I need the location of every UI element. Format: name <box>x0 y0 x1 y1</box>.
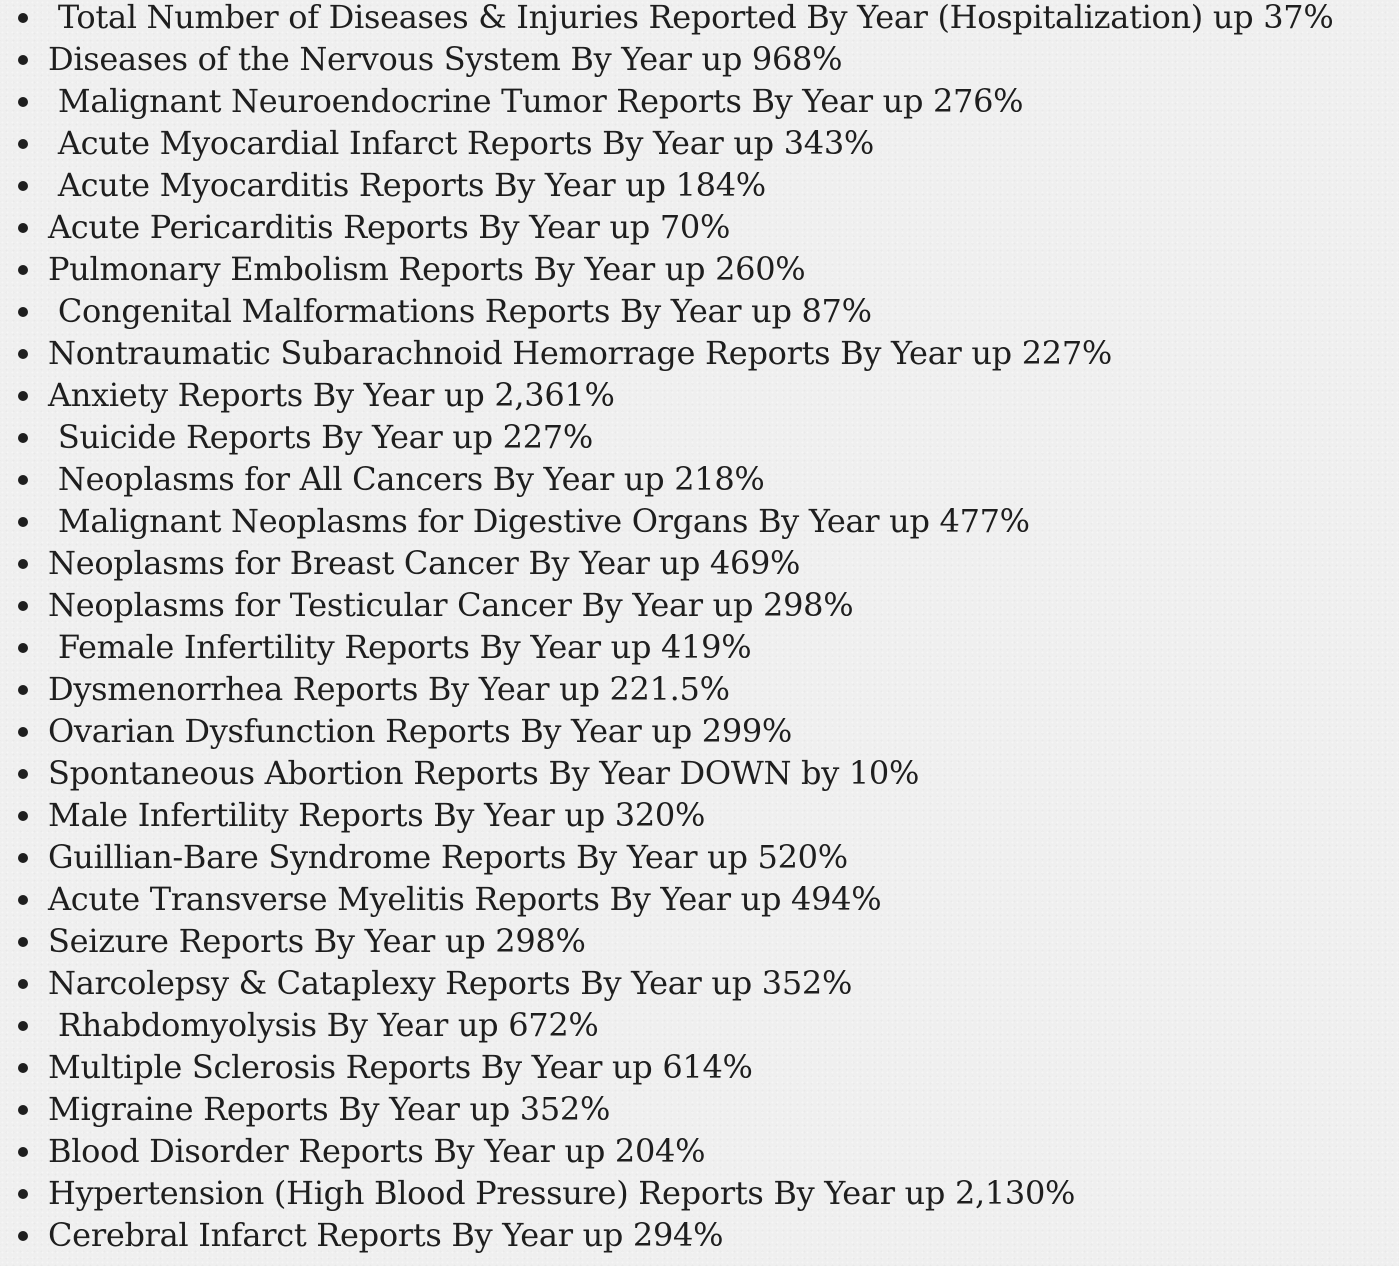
list-item-text: Pulmonary Embolism Reports By Year up 260% <box>48 250 806 288</box>
bullet-icon <box>18 307 28 317</box>
bullet-icon <box>18 937 28 947</box>
list-item <box>0 836 1399 878</box>
list-item-text: Dysmenorrhea Reports By Year up 221.5% <box>48 670 730 708</box>
bullet-icon <box>18 1063 28 1073</box>
list-item <box>0 1088 1399 1130</box>
bullet-icon <box>18 97 28 107</box>
bullet-icon <box>18 265 28 275</box>
bullet-icon <box>18 1105 28 1115</box>
bullet-icon <box>18 517 28 527</box>
list-item <box>0 626 1399 668</box>
list-item <box>0 1214 1399 1256</box>
list-item-text: Malignant Neoplasms for Digestive Organs By Year up 477% <box>48 502 1030 540</box>
list-item-text: Ovarian Dysfunction Reports By Year up 299% <box>48 712 793 750</box>
list-item-text: Malignant Neuroendocrine Tumor Reports By Year up 276% <box>48 82 1024 120</box>
list-item <box>0 248 1399 290</box>
bullet-icon <box>18 223 28 233</box>
list-item <box>0 0 1399 38</box>
list-item <box>0 1046 1399 1088</box>
list-item <box>0 962 1399 1004</box>
list-item-text: Acute Transverse Myelitis Reports By Year up 494% <box>48 880 882 918</box>
list-item <box>0 794 1399 836</box>
list-item-text: Female Infertility Reports By Year up 419% <box>48 628 752 666</box>
bullet-icon <box>18 559 28 569</box>
list-item <box>0 416 1399 458</box>
list-item-text: Suicide Reports By Year up 227% <box>48 418 593 456</box>
list-item <box>0 878 1399 920</box>
bullet-icon <box>18 1147 28 1157</box>
bullet-icon <box>18 727 28 737</box>
list-item <box>0 164 1399 206</box>
bullet-icon <box>18 475 28 485</box>
bullet-icon <box>18 1189 28 1199</box>
list-item-text: Seizure Reports By Year up 298% <box>48 922 586 960</box>
bullet-icon <box>18 685 28 695</box>
list-item-text: Guillian-Bare Syndrome Reports By Year up 520% <box>48 838 848 876</box>
bullet-icon <box>18 811 28 821</box>
list-item-text: Acute Myocardial Infarct Reports By Year up 343% <box>48 124 874 162</box>
list-item <box>0 38 1399 80</box>
bullet-icon <box>18 979 28 989</box>
list-item <box>0 374 1399 416</box>
list-item <box>0 584 1399 626</box>
list-item-text: Multiple Sclerosis Reports By Year up 614% <box>48 1048 753 1086</box>
bullet-icon <box>18 1231 28 1241</box>
bullet-icon <box>18 601 28 611</box>
list-item <box>0 458 1399 500</box>
list-item-text: Neoplasms for All Cancers By Year up 218% <box>48 460 765 498</box>
bullet-icon <box>18 643 28 653</box>
list-item-text: Acute Pericarditis Reports By Year up 70% <box>48 208 731 246</box>
list-item <box>0 920 1399 962</box>
bullet-icon <box>18 139 28 149</box>
bullet-icon <box>18 391 28 401</box>
list-item-text: Neoplasms for Breast Cancer By Year up 469% <box>48 544 801 582</box>
list-item <box>0 1004 1399 1046</box>
list-item <box>0 710 1399 752</box>
bullet-icon <box>18 1021 28 1031</box>
bullet-icon <box>18 181 28 191</box>
bullet-icon <box>18 853 28 863</box>
bullet-icon <box>18 769 28 779</box>
list-item <box>0 542 1399 584</box>
list-item-text: Migraine Reports By Year up 352% <box>48 1090 611 1128</box>
list-item-text: Spontaneous Abortion Reports By Year DOWN by 10% <box>48 754 920 792</box>
list-item-text: Blood Disorder Reports By Year up 204% <box>48 1132 706 1170</box>
list-item <box>0 80 1399 122</box>
list-item <box>0 206 1399 248</box>
list-item-text: Anxiety Reports By Year up 2,361% <box>48 376 615 414</box>
list-item-text: Nontraumatic Subarachnoid Hemorrage Reports By Year up 227% <box>48 334 1112 372</box>
list-item-text: Diseases of the Nervous System By Year up 968% <box>48 40 843 78</box>
list-item-text: Rhabdomyolysis By Year up 672% <box>48 1006 599 1044</box>
list-item <box>0 668 1399 710</box>
list-item <box>0 1130 1399 1172</box>
list-item-text: Narcolepsy & Cataplexy Reports By Year up 352% <box>48 964 853 1002</box>
list-item-text: Cerebral Infarct Reports By Year up 294% <box>48 1216 724 1254</box>
list-item <box>0 332 1399 374</box>
list-item <box>0 290 1399 332</box>
list-item <box>0 752 1399 794</box>
list-item-text: Hypertension (High Blood Pressure) Reports By Year up 2,130% <box>48 1174 1076 1212</box>
bullet-icon <box>18 349 28 359</box>
list-item <box>0 500 1399 542</box>
bullet-icon <box>18 433 28 443</box>
list-item-text: Congenital Malformations Reports By Year up 87% <box>48 292 872 330</box>
bullet-icon <box>18 55 28 65</box>
list-item-text: Neoplasms for Testicular Cancer By Year up 298% <box>48 586 854 624</box>
list-item <box>0 122 1399 164</box>
list-item <box>0 1172 1399 1214</box>
list-item-text: Acute Myocarditis Reports By Year up 184% <box>48 166 766 204</box>
list-item-text: Male Infertility Reports By Year up 320% <box>48 796 706 834</box>
bullet-icon <box>18 13 28 23</box>
bullet-icon <box>18 895 28 905</box>
list-item-text: Total Number of Diseases & Injuries Reported By Year (Hospitalization) up 37% <box>48 0 1334 36</box>
